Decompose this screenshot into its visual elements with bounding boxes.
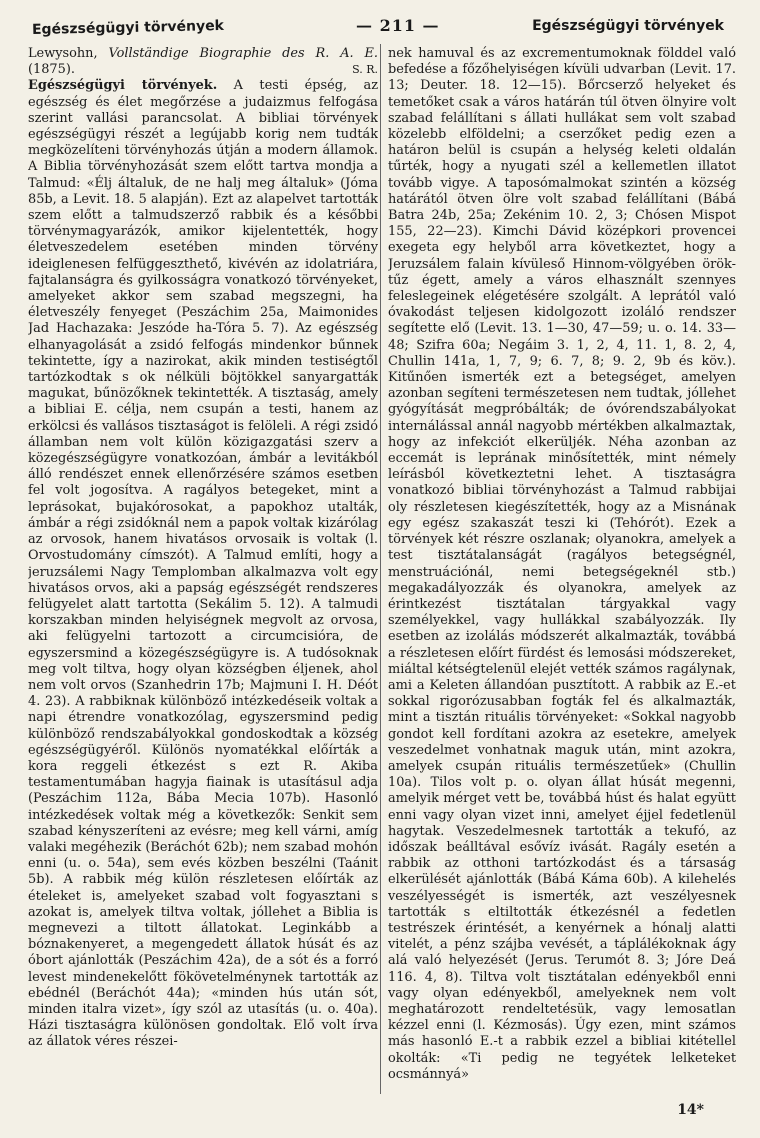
running-header — [28, 16, 732, 40]
reference-entry — [28, 46, 378, 78]
ref-signature: S. R. — [352, 63, 378, 77]
left-column — [28, 46, 378, 1086]
ref-author: Lewysohn, — [28, 46, 98, 61]
entry-text-2: Az egészség elhanyagolását a zsidó felfogás mindenkor bűnnek tekintette, így a nazirokat, akik minden testiségtől tartózkodtak s ok nélküli böjtökkel sanyargatták magukat, bűnözőknek tekintették. A tisztaság, amely a bibliai E. célja, nem csupán a testi, hanem az erkölcsi és vallásos tisztaságot is felöleli. A régi zsidó államban nem volt külön közigazgatási szerv a közegészségügyre vonatkozóan, ámbár a levitákból álló rendészet ennek ellenőrzésére számos esetben fel volt jogosítva. A ragályos betegeket, mint a leprásokat, bujakórosokat, a papokhoz utalták, ámbár a régi zsidóknál nem a papok voltak kizárólag az orvosok, hanem hivatásos orvosaik is voltak (l. Orvostudomány címszót). A Talmud említi, hogy a jeruzsálemi Nagy Templomban alkalmazva volt egy hivatásos orvos, aki a papság egészségét rendszeres felügyelet alatt tartotta (Sekálim 5. 12). A talmudi korszakban minden helyiségnek megvolt az orvosa, aki felügyelni tartozott a circumcisióra, de egyszersmind a közegészségügyre is. A tudósoknak meg volt tiltva, hogy olyan községben éljenek, ahol nem volt orvos (Szanhedrin 17b; Majmuni I. H. Déót 4. 23). A rabbiknak különböző intézkedéseik voltak a napi étrendre vonatkozólag, egyszersmind pedig különböző rendszabályokkal gondoskodtak a község egészségügyéről. Különös nyomatékkal előírták a kora reggeli étkezést s ezt R. Akiba testamentumában hagyja fiainak is utasításul adja (Peszáchim 112a, Bába Mecia 107b). Hasonló intézkedések voltak még a következők: Senkit sem szabad kényszeríteni az evésre; meg kell várni, amíg valaki megéhezik (Beráchót 62b); nem szabad mohón enni (u. o. 54a), sem evés közben beszélni (Taánit 5b). A rabbik még külön részletesen előírták az ételeket is, amelyeket szabad volt fogyasztani s azokat is, amelyek tiltva voltak, jóllehet a Biblia is megnevezi a tiltott állatokat. Leginkább a bóznakenyeret, a megengedett állatok húsát és az óbort ajánlották (Peszáchim 42a), de a sót és a forró levest mindenekelőtt fökövetelménynek tartották az ebédnél (Beráchót 44a); «minden hús után sót, minden italra vizet», így szól az utasítás (u. o. 40a). Házi tisztaságra különösen gondoltak. Elő volt írva az állatok véres részei- — [28, 321, 378, 1050]
ref-year: (1875). — [28, 62, 75, 78]
entry-paragraph-2 — [388, 46, 736, 1083]
sheet-mark: 14* — [677, 1102, 704, 1118]
header-right-title: Egészségügyi törvények — [532, 18, 724, 34]
entry-text-1: A testi épség, az egészség és élet megőrzése a judaizmus felfogása szerint vallási parancsolat. A bibliai törvények egészségügyi részét a legújabb korig nem tudták megközelíteni törvényhozás útján a modern államok. A Biblia törvényhozását szem előtt tartva mondja a Talmud: «Élj általuk, de ne halj meg általuk» (Jóma 85b, a Levit. 18. 5 alapján). Ezt az alapelvet tartották szem előtt a talmudszerző rabbik és a későbbi törvénymagyarázók, amikor kijelentették, hogy életveszedelem esetében minden törvény ideiglenesen felfüggeszthető, kivévén az idolatriára, fajtalanságra és gyilkosságra vonatkozó törvényeket, amelyeket akkor sem szabad megszegni, ha életveszély fenyeget (Peszáchim 25a, Maimonides Jad Hachazaka: Jeszóde ha-Tóra 5. 7). — [28, 78, 378, 337]
header-left-title: Egészségügyi törvények — [31, 17, 225, 39]
entry-paragraph-1 — [28, 78, 378, 1050]
page-number: — 211 — — [356, 16, 440, 35]
entry-headword: Egészségügyi törvények. — [28, 78, 218, 94]
column-divider — [380, 44, 381, 1094]
ref-title: Vollständige Biographie des R. A. E. — [108, 46, 378, 61]
entry-text-3: nek hamuval és az excrementumoknak földdel való befedése a főzőhelyiségen kívüli udvarban (Levit. 17. 13; Deuter. 18. 12—15). Bőrcserző helyeket és temetőket csak a város határán túl ötven ölnyire volt szabad felállítani s állati hullákat sem volt szabad közelebb elföldelni; a cserzőket pedig ezen a határon belül is csupán a helység keleti oldalán tűrték, hogy a nyugati szél a kellemetlen illatot tovább vigye. A taposómalmokat szintén a község határától ötven ölre volt szabad felállítani (Bábá Batra 24b, 25a; Zekénim 10. 2, 3; Chósen Mispot 155, 22—23). Kimchi Dávid középkori provencei exegeta egy helyből arra következtet, hogy a Jeruzsálem falain kívüleső Hinnom-völgyében örök-tűz égett, amely a város elhasznált szennyes feleslegeinek elégetésére szolgált. A leprától való óvakodást teljesen kidolgozott izoláló rendszer segítette elő (Levit. 13. 1—30, 47—59; u. o. 14. 33—48; Szifra 60a; Negáim 3. 1, 2, 4, 11. 1, 8. 2, 4, Chullin 141a, 1, 7, 9; 6. 7, 8; 9. 2, 9b és köv.). Kitűnően ismerték ezt a betegséget, amelyen azonban segíteni természetesen nem tudtak, jóllehet gyógyítását megpróbálták; de óvórendszabályokat internálással annál nagyobb mértékben alkalmaztak, hogy az infekciót elkerüljék. Néha azonban az eccemát is leprának minősítették, mint némely leírásból következtetni lehet. A tisztaságra vonatkozó bibliai törvényhozást a Talmud rabbijai oly részletesen kiegészítették, hogy az a Misnának egy egész szakaszát teszi ki (Tehórót). Ezek a törvények két részre oszlanak; olyanokra, amelyek a test tisztátalanságát (ragályos betegségnél, menstruációnál, nemi betegségeknél stb.) megakadályozzák és olyanokra, amelyek az érintkezést tisztátalan tárgyakkal vagy személyekkel, vagy hullákkal szabályozzák. Ily esetben az izolálás módszerét alkalmazták, továbbá a részletesen előírt fürdést és lemosási módszereket, miáltal kétségtelenül elejét vették számos ragálynak, ami a Keleten állandóan pusztított. A rabbik az E.-et sokkal rigorózusabban fogták fel és alkalmazták, mint a tisztán rituális törvényeket: «Sokkal nagyobb gondot kell fordítani azokra az esetekre, amelyek veszedelmet vonhatnak maguk után, mint azokra, amelyek csupán rituális természetűek» (Chullin 10a). Tilos volt p. o. olyan állat húsát megenni, amelyik mérget vett be, továbbá húst és halat együtt enni vagy olyan vizet inni, amelyet éjjel fedetlenül hagytak. Veszedelmesnek tartották a tekufó, az időszak beálltával esővíz ivását. Ragály esetén a rabbik az otthoni tartózkodást és a társaság elkerülését ajánlották (Bábá Káma 60b). A kilehelés veszélyességét is ismerték, azt veszélyesnek tartották s eltiltották étkezésnél a fedetlen testrészek érintését, a kenyérnek a hónalj alatti vitelét, a pénz szájba vevését, a táplálékoknak ágy alá való helyezését (Jerus. Terumót 8. 3; Jóre Deá 116. 4, 8). Tiltva volt tisztátalan edényekből enni vagy olyan edényekből, amelyeknek nem volt meghatározott rendeltetésük, vagy lemosatlan kézzel enni (l. Kézmosás). Úgy ezen, mint számos más hasonló E.-t a rabbik ezzel a bibliai kitétellel okolták: «Ti pedig ne tegyétek lelketeket ocsmánnyá» — [388, 46, 736, 1082]
right-column — [388, 46, 736, 1086]
